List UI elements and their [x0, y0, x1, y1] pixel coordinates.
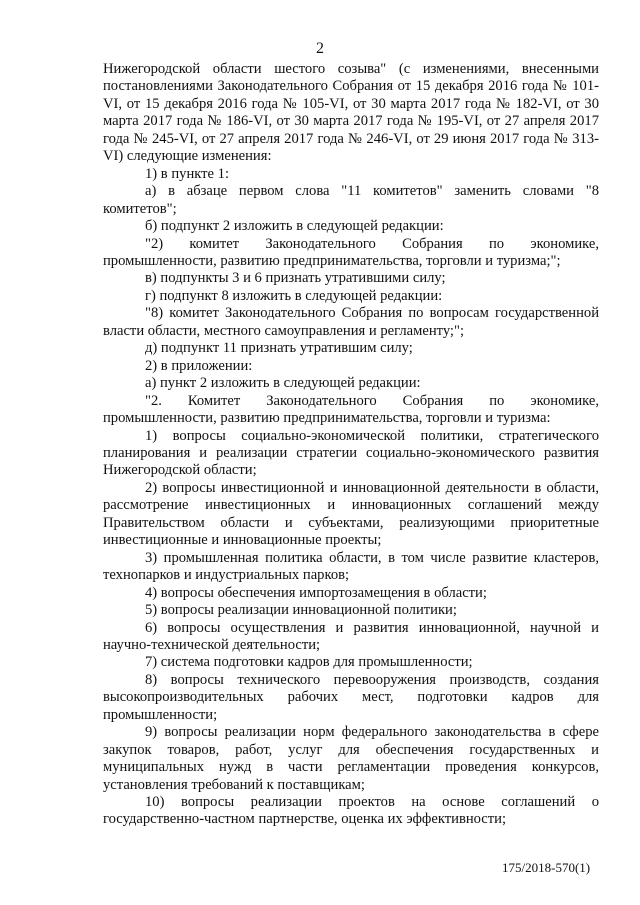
paragraph: г) подпункт 8 изложить в следующей редакции: — [145, 287, 443, 304]
paragraph: 7) система подготовки кадров для промышленности; — [145, 654, 473, 671]
document-code: 175/2018-570(1) — [502, 860, 591, 875]
document-body — [103, 61, 599, 829]
page-number: 2 — [316, 40, 324, 57]
paragraph: "2. Комитет Законодательного Собрания по экономике, промышленности, развитию предпринимательства, торговли и туризма: — [103, 392, 599, 427]
paragraph: 6) вопросы осуществления и развития инновационной, научной и научно-технической деятельности; — [103, 619, 599, 653]
paragraph: 8) вопросы технического перевооружения производств, создания высокопроизводительных рабочих мест, подготовки кадров для промышленности; — [103, 671, 599, 723]
paragraph: 1) в пункте 1: — [145, 165, 230, 182]
paragraph: "8) комитет Законодательного Собрания по вопросам государственной власти области, местного самоуправления и регламенту;"; — [103, 305, 599, 339]
paragraph: 5) вопросы реализации инновационной политики; — [145, 602, 457, 619]
paragraph: 4) вопросы обеспечения импортозамещения в области; — [145, 584, 487, 601]
paragraph: а) в абзаце первом слова "11 комитетов" заменить словами "8 комитетов"; — [103, 183, 599, 217]
paragraph: 2) в приложении: — [145, 357, 253, 374]
paragraph: 10) вопросы реализации проектов на основе соглашений о государственно-частном партнерстве, оценка их эффективности; — [103, 794, 599, 828]
paragraph: 1) вопросы социально-экономической политики, стратегического планирования и реализации стратегии социально-экономического развития Нижегородской области; — [103, 427, 599, 479]
paragraph: б) подпункт 2 изложить в следующей редакции: — [145, 218, 444, 235]
paragraph: 9) вопросы реализации норм федерального законодательства в сфере закупок товаров, работ, услуг для обеспечения государственных и муниципальных нужд в части регламентации проведения конкурсов, установления требований к поставщикам; — [103, 724, 599, 793]
paragraph: д) подпункт 11 признать утратившим силу; — [145, 340, 413, 357]
paragraph: 2) вопросы инвестиционной и инновационной деятельности в области, рассмотрение инвестиционных и инновационных соглашений между Правительством области и субъектами, реализующими приоритетные инвестиционные и инновационные проекты; — [103, 479, 599, 549]
paragraph: Нижегородской области шестого созыва" (с изменениями, внесенными постановлениями Законодательного Собрания от 15 декабря 2016 года № 101-VI, от 15 декабря 2016 года № 105-VI, от 30 марта 2017 года № 182-VI, от 30 марта 2017 года № 186-VI, от 30 марта 2017 года № 195-VI, от 27 апреля 2017 года № 245-VI, от 27 апреля 2017 года № 246-VI, от 29 июня 2017 года № 313-VI) следующие изменения: — [103, 61, 599, 165]
paragraph: 3) промышленная политика области, в том числе развитие кластеров, технопарков и индустриальных парков; — [103, 549, 599, 584]
paragraph: а) пункт 2 изложить в следующей редакции: — [145, 375, 421, 392]
paragraph: в) подпункты 3 и 6 признать утратившими силу; — [145, 270, 446, 287]
paragraph: "2) комитет Законодательного Собрания по экономике, промышленности, развитию предпринимательства, торговли и туризма;"; — [103, 235, 599, 269]
